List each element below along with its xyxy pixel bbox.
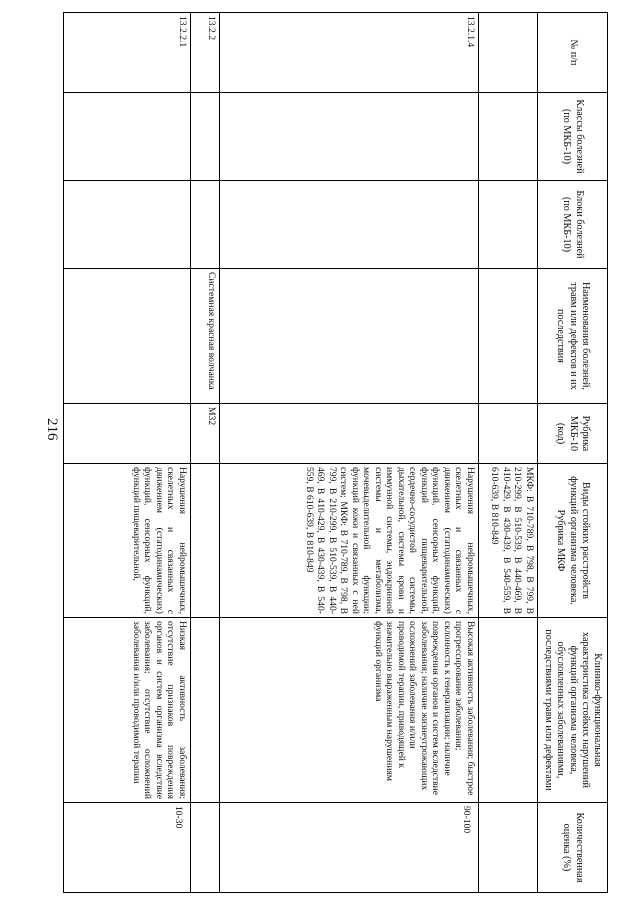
- cell-classes: [190, 93, 219, 181]
- cell-num: 13.2.2.1: [63, 13, 190, 93]
- table-header-row: [537, 13, 607, 893]
- cell-names: [63, 269, 190, 404]
- cell-score: 90-100: [219, 803, 478, 893]
- cell-names: [478, 269, 537, 404]
- cell-num: [478, 13, 537, 93]
- table-row: [190, 13, 219, 893]
- cell-rubric: [63, 404, 190, 464]
- table-row: [219, 13, 478, 893]
- cell-rubric: [478, 404, 537, 464]
- page-number: [46, 418, 60, 446]
- cell-blocks: [190, 181, 219, 269]
- cell-num: 13.2.1.4: [219, 13, 478, 93]
- disability-criteria-table: [63, 12, 608, 893]
- header-num: № п/п: [537, 13, 607, 93]
- header-blocks: Блоки болезней (по МКБ-10): [537, 181, 607, 269]
- cell-rubric: [219, 404, 478, 464]
- cell-clinical: Высокая активность заболевания; быстрое прогрессирование заболевания; склонность к генерализации; наличие повреждения органов и систем вследствие заболевания; наличие жизнеугрожающих осложнений заболевания и/или проводимой терапии, приводящей к значительно выраженным нарушениям функций организма: [219, 618, 478, 803]
- table-row: [478, 13, 537, 893]
- cell-rubric: М32: [190, 404, 219, 464]
- cell-classes: [219, 93, 478, 181]
- page-number-text: 216: [44, 418, 60, 441]
- header-rubric: Рубрика МКБ-10 (код): [537, 404, 607, 464]
- cell-score: [478, 803, 537, 893]
- cell-blocks: [478, 181, 537, 269]
- cell-names: Системная красная волчанка: [190, 269, 219, 404]
- cell-clinical: Низкая активность заболевания; отсутствие признаков повреждения органов и систем организма вследствие заболевания; отсутствие осложнений заболевания и/или проводимой терапии: [63, 618, 190, 803]
- disability-criteria-table-container: [62, 12, 608, 892]
- header-classes: Классы болезней (по МКБ-10): [537, 93, 607, 181]
- cell-types: [190, 464, 219, 618]
- cell-num: 13.2.2: [190, 13, 219, 93]
- header-names: Наименования болезней, травм или дефектов и их последствия: [537, 269, 607, 404]
- header-score: Количественная оценка (%): [537, 803, 607, 893]
- header-clinical: Клинико-функциональная характеристика стойких нарушений функций организма человека, обусловленных заболеваниями, последствиями травм или дефектами: [537, 618, 607, 803]
- cell-classes: [478, 93, 537, 181]
- cell-score: 10-30: [63, 803, 190, 893]
- cell-clinical: [190, 618, 219, 803]
- cell-types: Нарушения нейромышечных, скелетных и связанных с движением (статодинамических) функций, сенсорных функций, функций пищеварительной, сердечно-сосудистой системы, дыхательной, системы крови и иммунной системы, эндокринной системы и метаболизма, мочевыделительной функции; функций кожи и связанных с ней систем; МКФ: В 710-789, В 798, В 799, В 210-299, В 510-539, В 440-469, В 410-429, В 430-439, В 540-559, В 610-639, В 810-849: [219, 464, 478, 618]
- cell-blocks: [219, 181, 478, 269]
- cell-blocks: [63, 181, 190, 269]
- cell-clinical: [478, 618, 537, 803]
- table-row: [63, 13, 190, 893]
- cell-names: [219, 269, 478, 404]
- header-types: Виды стойких расстройств функций организма человека. Рубрика МКФ: [537, 464, 607, 618]
- cell-classes: [63, 93, 190, 181]
- cell-score: [190, 803, 219, 893]
- cell-types: МКФ: В 710-789, В 798, В 799, В 210-299, В 510-539, В 440-469, В 410-429, В 430-439, В 540-559, В 610-639, В 810-849: [478, 464, 537, 618]
- cell-types: Нарушения нейромышечных, скелетных и связанных с движением (статодинамических) функций, сенсорных функций, функций пищеварительной,: [63, 464, 190, 618]
